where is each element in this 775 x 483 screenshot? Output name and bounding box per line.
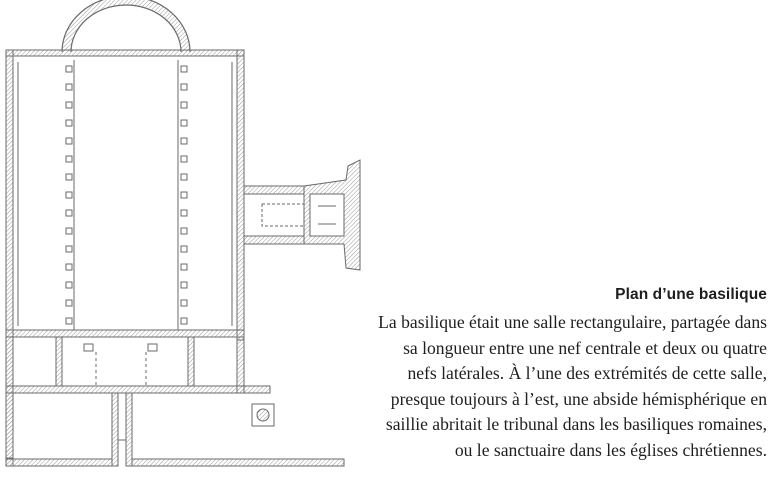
caption-title: Plan d’une basilique	[615, 286, 767, 303]
caption-line: nefs latérales. À l’une des extrémités de cette salle,	[407, 363, 767, 384]
nave-outline	[18, 60, 232, 330]
atrium	[6, 386, 344, 466]
narthex	[6, 337, 244, 393]
caption-line: La basilique était une salle rectangulaire, partagée dans	[378, 312, 767, 332]
caption	[297, 285, 767, 464]
caption-line: presque toujours à l’est, une abside hémisphérique en	[390, 388, 767, 409]
outer-walls	[6, 50, 244, 458]
right-colonnade	[181, 66, 187, 324]
caption-line: sa longueur entre une nef centrale et deux ou quatre	[403, 337, 767, 358]
caption-line: ou le sanctuaire dans les églises chrétiennes.	[454, 439, 767, 460]
side-annex	[244, 160, 360, 270]
left-colonnade	[66, 66, 72, 324]
apse	[62, 0, 190, 52]
caption-line: saillie abritait le tribunal dans les basiliques romaines,	[385, 414, 767, 435]
